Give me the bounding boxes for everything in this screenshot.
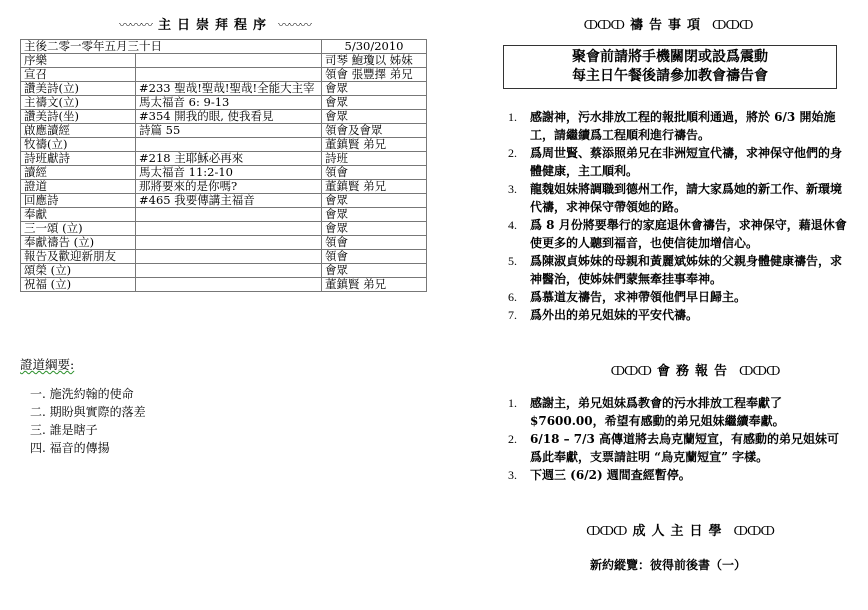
worship-order-title: 主日崇拜程序 (157, 18, 272, 33)
order-person-cell: 董鎮賢 弟兄 (322, 278, 427, 292)
order-item-cell: 奉獻禱告 (立) (21, 236, 136, 250)
list-item: 4. 爲 8 月份將要舉行的家庭退休會禱告，求神保守，藉退休會使更多的人聽到福音，也使信徒加增信心。 (508, 218, 847, 250)
order-content-cell: #354 開我的眼, 使我看見 (136, 110, 322, 124)
sermon-point: 二. 期盼與實際的落差 (30, 405, 146, 419)
church-report-title: 會務報告 (656, 364, 733, 379)
list-item: 6. 爲慕道友禱告，求神帶領他們早日歸主。 (508, 290, 747, 304)
list-item: 7. 爲外出的弟兄姐妹的平安代禱。 (508, 308, 699, 322)
order-item-cell: 序樂 (21, 54, 136, 68)
phone-notice-banner (503, 45, 837, 89)
order-person-cell: 會眾 (322, 96, 427, 110)
order-person-cell: 會眾 (322, 222, 427, 236)
order-person-cell: 詩班 (322, 152, 427, 166)
table-row (21, 54, 427, 68)
banner-line: 每主日午餐後請參加教會禱告會 (572, 68, 768, 84)
order-content-cell (136, 54, 322, 68)
sermon-outline (30, 385, 146, 457)
table-row (21, 68, 427, 82)
order-content-cell (136, 68, 322, 82)
decorative-wave-right: ↀↀↀ (739, 364, 780, 378)
order-item-cell: 祝福 (立) (21, 278, 136, 292)
order-item-cell: 讚美詩(立) (21, 82, 136, 96)
order-person-cell: 領會 (322, 166, 427, 180)
order-item-cell: 讚美詩(坐) (21, 110, 136, 124)
sermon-point: 三. 誰是瞎子 (30, 423, 98, 437)
decorative-wave-left: ↀↀↀ (610, 364, 651, 378)
order-content-cell (136, 208, 322, 222)
order-item-cell: 頌榮 (立) (21, 264, 136, 278)
decorative-wave-left: ↀↀↀ (583, 18, 624, 32)
worship-order-heading (75, 14, 355, 33)
decorative-wave-right: ↀↀↀ (712, 18, 753, 32)
order-content-cell: #218 主耶穌必再來 (136, 152, 322, 166)
order-item-cell: 宣召 (21, 68, 136, 82)
sunday-school-title: 成人主日學 (632, 524, 728, 539)
order-content-cell: 詩篇 55 (136, 124, 322, 138)
list-item: 3. 下週三 (6/2) 週間查經暫停。 (508, 468, 691, 482)
order-person-cell: 董鎮賢 弟兄 (322, 180, 427, 194)
sermon-point: 一. 施洗約翰的使命 (30, 387, 134, 401)
order-person-cell: 領會 張豐擇 弟兄 (322, 68, 427, 82)
order-item-cell: 啟應讀經 (21, 124, 136, 138)
order-person-cell: 會眾 (322, 82, 427, 96)
table-row (21, 110, 427, 124)
church-report-list (508, 394, 848, 484)
table-row (21, 194, 427, 208)
table-row (21, 82, 427, 96)
table-row (21, 278, 427, 292)
order-person-cell: 司琴 鮑瓊以 姊妹 (322, 54, 427, 68)
table-row (21, 208, 427, 222)
prayer-items-heading (538, 14, 798, 33)
order-content-cell (136, 278, 322, 292)
order-content-cell: 那將要來的是你嗎? (136, 180, 322, 194)
order-item-cell: 奉獻 (21, 208, 136, 222)
decorative-wave-left: 〰〰〰 (118, 18, 152, 32)
order-content-cell (136, 250, 322, 264)
table-header-row (21, 40, 427, 54)
decorative-wave-left: ↀↀↀ (586, 524, 627, 538)
sermon-outline-label: 證道綱要: (20, 357, 75, 372)
order-person-cell: 會眾 (322, 264, 427, 278)
order-person-cell: 會眾 (322, 208, 427, 222)
table-row (21, 166, 427, 180)
order-person-cell: 領會及會眾 (322, 124, 427, 138)
order-person-cell: 領會 (322, 250, 427, 264)
order-content-cell: 馬太福音 6: 9-13 (136, 96, 322, 110)
sermon-point: 四. 福音的傳揚 (30, 441, 110, 455)
order-item-cell: 讀經 (21, 166, 136, 180)
table-row (21, 180, 427, 194)
list-item: 2. 爲周世賢、蔡添照弟兄在非洲短宣代禱，求神保守他們的身體健康，主工順利。 (508, 146, 843, 178)
order-item-cell: 詩班獻詩 (21, 152, 136, 166)
list-item: 1. 感謝主，弟兄姐妹爲教會的污水排放工程奉獻了 $7600.00，希望有感動的弟兄姐妹繼續奉獻。 (508, 396, 785, 428)
order-item-cell: 主禱文(立) (21, 96, 136, 110)
service-date-numeric: 5/30/2010 (322, 40, 427, 54)
table-row (21, 152, 427, 166)
order-person-cell: 董鎮賢 弟兄 (322, 138, 427, 152)
prayer-items-title: 禱告事項 (629, 18, 706, 33)
decorative-wave-right: ↀↀↀ (733, 524, 774, 538)
order-item-cell: 牧禱(立) (21, 138, 136, 152)
table-row (21, 264, 427, 278)
order-item-cell: 證道 (21, 180, 136, 194)
table-row (21, 124, 427, 138)
order-content-cell (136, 222, 322, 236)
table-row (21, 96, 427, 110)
order-person-cell: 領會 (322, 236, 427, 250)
table-row (21, 138, 427, 152)
service-date-text: 主後二零一零年五月三十日 (21, 40, 322, 54)
table-row (21, 250, 427, 264)
banner-line: 聚會前請將手機關閉或設爲震動 (572, 49, 768, 65)
prayer-items-list (508, 108, 848, 324)
order-item-cell: 報告及歡迎新朋友 (21, 250, 136, 264)
table-row (21, 236, 427, 250)
church-report-heading (580, 360, 810, 379)
order-content-cell: #465 我要傳講主福音 (136, 194, 322, 208)
sunday-school-topic: 新約縱覽：彼得前後書（一） (590, 558, 747, 572)
order-person-cell: 會眾 (322, 194, 427, 208)
order-person-cell: 會眾 (322, 110, 427, 124)
order-content-cell (136, 236, 322, 250)
order-item-cell: 回應詩 (21, 194, 136, 208)
list-item: 2. 6/18 – 7/3 高傳道將去烏克蘭短宣，有感動的弟兄姐妹可爲此奉獻，支票請註明 “烏克蘭短宣” 字樣。 (508, 432, 840, 464)
order-content-cell (136, 138, 322, 152)
worship-order-table (20, 39, 427, 292)
order-content-cell (136, 264, 322, 278)
order-content-cell: #233 聖哉!聖哉!聖哉!全能大主宰 (136, 82, 322, 96)
sunday-school-heading (555, 520, 805, 539)
list-item: 3. 龍魏姐妹將調職到德州工作，請大家爲她的新工作、新環境代禱，求神保守帶領她的路。 (508, 182, 843, 214)
list-item: 5. 爲陳淑貞姊妹的母親和黃麗斌姊妹的父親身體健康禱告，求神醫治，使姊妹們蒙無牽挂事奉神。 (508, 254, 843, 286)
order-item-cell: 三一頌 (立) (21, 222, 136, 236)
table-row (21, 222, 427, 236)
decorative-wave-right: 〰〰〰 (278, 18, 312, 32)
order-content-cell: 馬太福音 11:2-10 (136, 166, 322, 180)
list-item: 1. 感謝神，污水排放工程的報批順利通過，將於 6/3 開始施工，請繼續爲工程順利進行禱告。 (508, 110, 836, 142)
